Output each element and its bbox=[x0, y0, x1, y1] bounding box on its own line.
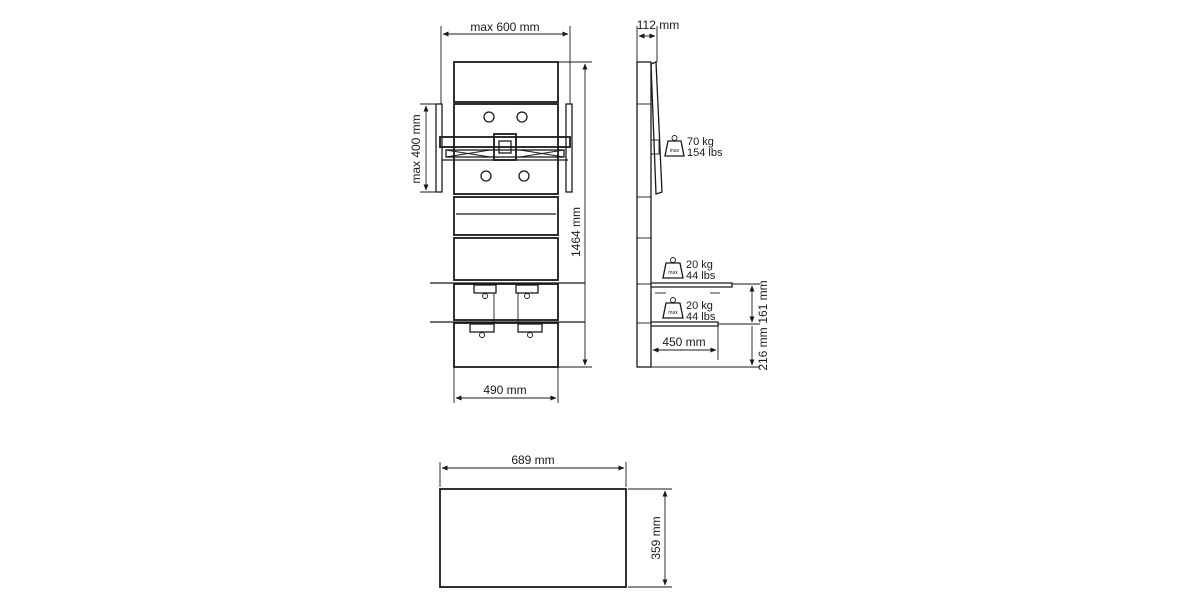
base-footprint bbox=[440, 489, 626, 587]
shelf-bottom-load-kg: 20 kg bbox=[686, 300, 713, 312]
dim-total-height bbox=[558, 62, 592, 367]
tv-load-lbs: 154 lbs bbox=[687, 147, 723, 159]
dim-footprint-width bbox=[440, 453, 626, 487]
tv-mount-bracket bbox=[436, 104, 572, 192]
shelf-top-load-lbs: 44 lbs bbox=[686, 270, 716, 282]
dim-depth bbox=[637, 18, 679, 62]
depth-label: 112 mm bbox=[636, 18, 680, 32]
tv-load-kg: 70 kg bbox=[687, 136, 714, 148]
footprint-depth-label: 359 mm bbox=[649, 516, 663, 560]
weight-icon-label: max bbox=[668, 270, 678, 276]
weight-icon-label: max bbox=[669, 148, 680, 154]
shelf-top-load-group bbox=[663, 258, 716, 283]
dim-max-height bbox=[409, 104, 442, 192]
max-width-label: max 600 mm bbox=[470, 20, 540, 34]
shelf-height-label: 216 mm bbox=[756, 327, 770, 371]
weight-icon-label: max bbox=[668, 310, 678, 316]
tv-load-group bbox=[665, 136, 723, 160]
footprint-width-label: 689 mm bbox=[511, 453, 555, 467]
front-view bbox=[409, 20, 592, 403]
shelf-depth-label: 450 mm bbox=[662, 335, 706, 349]
shelf-top-load-kg: 20 kg bbox=[686, 259, 713, 271]
shelf-bottom-load-lbs: 44 lbs bbox=[686, 311, 716, 323]
max-height-label: max 400 mm bbox=[409, 114, 423, 184]
dim-base-width bbox=[454, 367, 558, 403]
top-view bbox=[440, 453, 672, 587]
base-width-label: 490 mm bbox=[483, 383, 527, 397]
side-view bbox=[637, 18, 770, 371]
side-column bbox=[637, 62, 662, 367]
column-panels bbox=[454, 62, 558, 367]
dim-footprint-depth bbox=[628, 489, 672, 587]
shelf-spacing-label: 161 mm bbox=[756, 280, 770, 324]
shelf-bottom-load-group bbox=[663, 298, 716, 324]
total-height-label: 1464 mm bbox=[569, 206, 583, 258]
dim-shelf-depth bbox=[651, 326, 718, 360]
